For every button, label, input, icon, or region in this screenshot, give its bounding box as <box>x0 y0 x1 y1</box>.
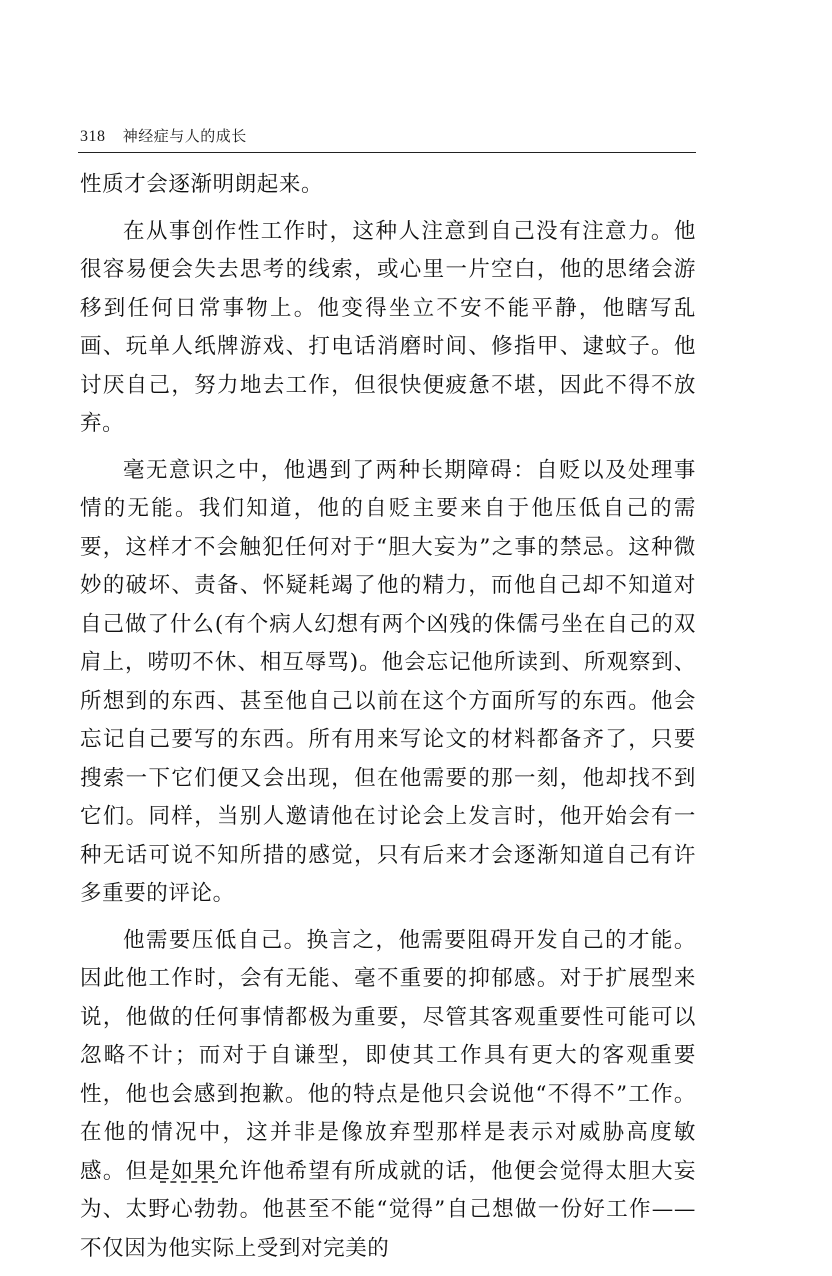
paragraph: 毫无意识之中，他遇到了两种长期障碍：自贬以及处理事情的无能。我们知道，他的自贬主要来自于他压低自己的需要，这样才不会触犯任何对于“胆大妄为”之事的禁忌。这种微妙的破坏、责备、怀疑耗竭了他的精力，而他自己却不知道对自己做了什么(有个病人幻想有两个凶残的侏儒弓坐在自己的双肩上，唠叨不休、相互辱骂)。他会忘记他所读到、所观察到、所想到的东西、甚至他自己以前在这个方面所写的东西。他会忘记自己要写的东西。所有用来写论文的材料都备齐了，只要搜索一下它们便又会出现，但在他需要的那一刻，他却找不到它们。同样，当别人邀请他在讨论会上发言时，他开始会有一种无话可说不知所措的感觉，只有后来才会逐渐知道自己有许多重要的评论。 <box>80 457 696 906</box>
paragraph: 他需要压低自己。换言之，他需要阻碍开发自己的才能。因此他工作时，会有无能、毫不重要的抑郁感。对于扩展型来说，他做的任何事情都极为重要，尽管其客观重要性可能可以忽略不计；而对于自谦型，即使其工作具有更大的客观重要性，他也会感到抱歉。他的特点是他只会说他“不得不”工作。在他的情况中，这并非是像放弃型那样是表示对威胁高度敏感。但是如果允许他希望有所成就的话，他便会觉得太胆大妄为、太野心勃勃。他甚至不能“觉得”自己想做一份好工作——不仅因为他实际上受到对完美的 <box>80 927 696 1261</box>
page-number: 318 <box>80 128 106 145</box>
running-header <box>80 125 247 146</box>
body-text <box>80 166 696 1276</box>
paragraph-continued: 性质才会逐渐明朗起来。 <box>80 172 324 197</box>
paragraph: 在从事创作性工作时，这种人注意到自己没有注意力。他很容易便会失去思考的线索，或心里一片空白，他的思绪会游移到任何日常事物上。他变得坐立不安不能平静，他瞎写乱画、玩单人纸牌游戏、打电话消磨时间、修指甲、逮蚊子。他讨厌自己，努力地去工作，但很快便疲惫不堪，因此不得不放弃。 <box>80 218 696 436</box>
book-title: 神经症与人的成长 <box>122 127 247 145</box>
footer-mark <box>160 1181 218 1183</box>
header-rule <box>78 152 696 153</box>
